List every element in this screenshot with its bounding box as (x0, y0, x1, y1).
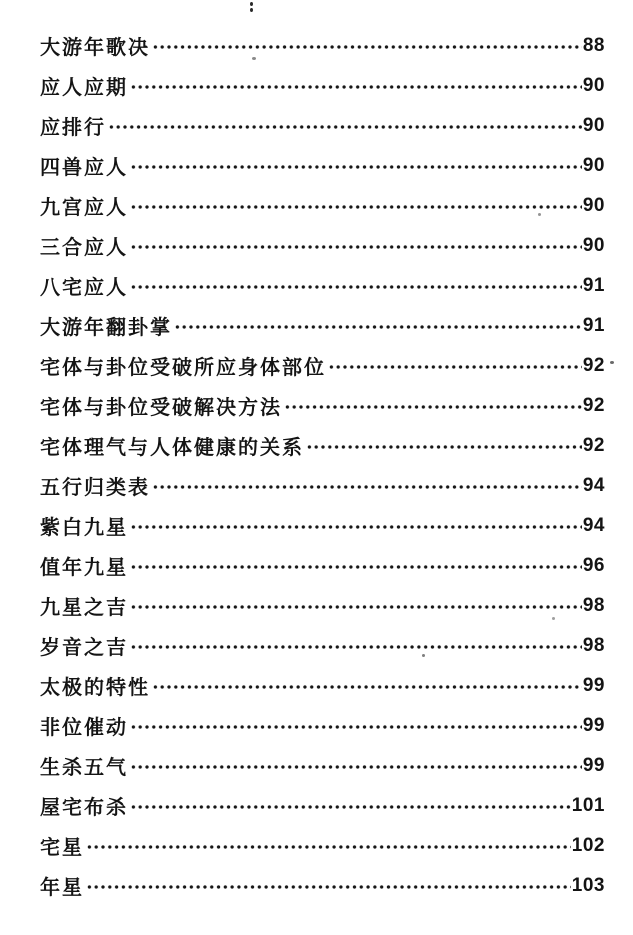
toc-row (40, 865, 605, 905)
toc-entry-title: 九星之吉 (40, 594, 128, 619)
toc-entry-page-number: 91 (582, 275, 605, 296)
toc-entry-page-number: 88 (582, 35, 605, 56)
toc-entry-page-number: 90 (582, 115, 605, 136)
toc-row (40, 545, 605, 585)
toc-entry-title: 年星 (40, 874, 84, 899)
dot-leader (130, 603, 582, 611)
dot-leader (130, 563, 582, 571)
toc-entry-title: 宅体与卦位受破解决方法 (40, 394, 282, 419)
toc-entry-page-number: 90 (582, 235, 605, 256)
dot-leader (108, 123, 582, 131)
dot-leader (130, 283, 582, 291)
toc-row (40, 465, 605, 505)
toc-entry-page-number: 92 (582, 355, 605, 376)
dot-leader (130, 763, 582, 771)
toc-entry-page-number: 101 (571, 795, 605, 816)
toc-entry-page-number: 92 (582, 395, 605, 416)
toc-entry-page-number: 94 (582, 515, 605, 536)
toc-row (40, 65, 605, 105)
dot-leader (130, 83, 582, 91)
toc-entry-title: 宅体与卦位受破所应身体部位 (40, 354, 326, 379)
toc-row (40, 305, 605, 345)
dot-leader (130, 243, 582, 251)
dot-leader (306, 443, 582, 451)
toc-entry-page-number: 90 (582, 155, 605, 176)
dot-leader (328, 363, 582, 371)
toc-entry-title: 四兽应人 (40, 154, 128, 179)
toc-entry-title: 大游年歌决 (40, 34, 150, 59)
scan-speck (250, 2, 253, 6)
toc-row (40, 425, 605, 465)
toc-entry-title: 三合应人 (40, 234, 128, 259)
toc-row (40, 585, 605, 625)
dot-leader (152, 683, 582, 691)
toc-row (40, 745, 605, 785)
dot-leader (152, 483, 582, 491)
toc-entry-title: 应人应期 (40, 74, 128, 99)
toc-entry-page-number: 94 (582, 475, 605, 496)
dot-leader (130, 163, 582, 171)
toc-row (40, 105, 605, 145)
toc-row (40, 385, 605, 425)
toc-entry-page-number: 102 (571, 835, 605, 856)
toc-entry-page-number: 92 (582, 435, 605, 456)
dot-leader (130, 803, 571, 811)
toc-entry-title: 生杀五气 (40, 754, 128, 779)
scan-speck (610, 361, 614, 364)
dot-leader (174, 323, 582, 331)
toc-entry-page-number: 99 (582, 675, 605, 696)
toc-entry-title: 九宫应人 (40, 194, 128, 219)
toc-entry-title: 屋宅布杀 (40, 794, 128, 819)
toc-row (40, 785, 605, 825)
toc-entry-title: 宅体理气与人体健康的关系 (40, 434, 304, 459)
toc-row (40, 705, 605, 745)
toc-entry-title: 宅星 (40, 834, 84, 859)
toc-entry-page-number: 98 (582, 595, 605, 616)
toc-entry-page-number: 98 (582, 635, 605, 656)
dot-leader (86, 883, 571, 891)
toc-entry-title: 值年九星 (40, 554, 128, 579)
toc-entry-title: 大游年翻卦掌 (40, 314, 172, 339)
dot-leader (130, 723, 582, 731)
toc-entry-page-number: 103 (571, 875, 605, 896)
dot-leader (284, 403, 582, 411)
toc-row (40, 145, 605, 185)
toc-row (40, 665, 605, 705)
toc-list (40, 25, 605, 905)
toc-row (40, 345, 605, 385)
toc-entry-page-number: 99 (582, 755, 605, 776)
toc-entry-title: 非位催动 (40, 714, 128, 739)
toc-entry-page-number: 99 (582, 715, 605, 736)
toc-entry-page-number: 96 (582, 555, 605, 576)
toc-entry-page-number: 90 (582, 75, 605, 96)
toc-row (40, 625, 605, 665)
toc-row (40, 265, 605, 305)
dot-leader (86, 843, 571, 851)
toc-entry-page-number: 91 (582, 315, 605, 336)
dot-leader (130, 643, 582, 651)
toc-entry-title: 八宅应人 (40, 274, 128, 299)
toc-entry-title: 应排行 (40, 114, 106, 139)
toc-entry-title: 太极的特性 (40, 674, 150, 699)
dot-leader (130, 203, 582, 211)
toc-row (40, 25, 605, 65)
toc-entry-title: 岁音之吉 (40, 634, 128, 659)
toc-row (40, 505, 605, 545)
toc-entry-title: 五行归类表 (40, 474, 150, 499)
dot-leader (130, 523, 582, 531)
dot-leader (152, 43, 582, 51)
toc-row (40, 225, 605, 265)
toc-entry-page-number: 90 (582, 195, 605, 216)
toc-entry-title: 紫白九星 (40, 514, 128, 539)
toc-row (40, 185, 605, 225)
toc-row (40, 825, 605, 865)
